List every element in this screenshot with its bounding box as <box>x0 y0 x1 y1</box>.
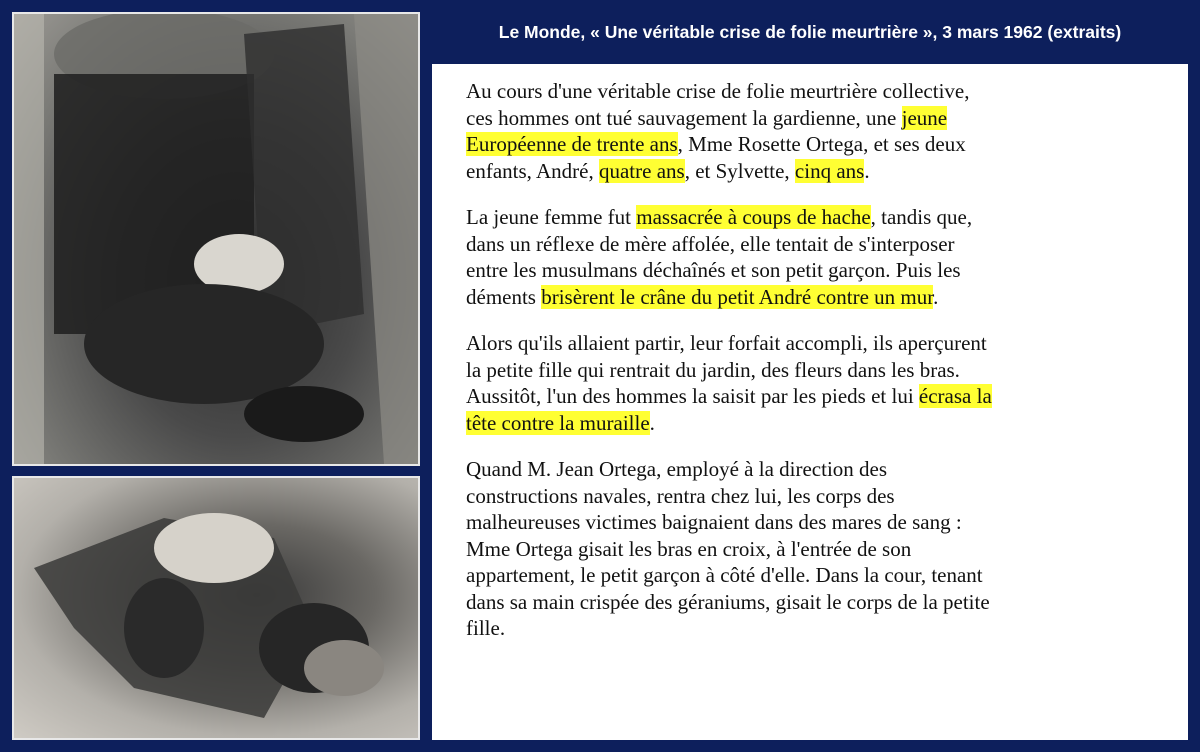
article-extract <box>432 64 1188 740</box>
photo-top-shapes <box>14 14 418 464</box>
text-segment: . <box>649 410 655 435</box>
article-caption: Le Monde, « Une véritable crise de folie meurtrière », 3 mars 1962 (extraits) <box>498 22 1122 42</box>
text-segment: malheureuses victimes baignaient dans des mares de sang : <box>466 510 962 534</box>
highlighted-text: tête contre la muraille <box>466 410 650 435</box>
text-segment: , tandis que, <box>870 205 973 229</box>
paragraph-4 <box>466 456 1168 642</box>
text-segment: ces hommes ont tué sauvagement la gardienne, une <box>466 105 902 130</box>
text-segment: . <box>933 284 939 309</box>
highlighted-text: écrasa la <box>918 384 992 408</box>
text-segment: la petite fille qui rentrait du jardin, des fleurs dans les bras. <box>466 357 960 382</box>
text-segment: appartement, le petit garçon à côté d'elle. Dans la cour, tenant <box>466 563 983 587</box>
highlighted-text: quatre ans <box>598 158 685 183</box>
text-segment: dans un réflexe de mère affolée, elle tentait de s'interposer <box>466 231 955 256</box>
text-segment: Quand M. Jean Ortega, employé à la direction des <box>466 457 888 481</box>
text-segment: , et Sylvette, <box>684 158 795 183</box>
text-segment: dans sa main crispée des géraniums, gisait le corps de la petite <box>466 589 990 614</box>
highlighted-text: massacrée à coups de hache <box>636 205 871 229</box>
text-segment: Mme Ortega gisait les bras en croix, à l'entrée de son <box>466 536 912 561</box>
text-segment: Alors qu'ils allaient partir, leur forfait accompli, ils aperçurent <box>466 331 987 355</box>
photo-bottom-shapes <box>14 478 418 738</box>
archive-photo-top <box>12 12 420 466</box>
text-segment: Aussitôt, l'un des hommes la saisit par les pieds et lui <box>466 384 919 408</box>
paragraph-1 <box>466 78 1168 184</box>
highlighted-text: jeune <box>901 105 948 130</box>
highlighted-text: cinq ans <box>794 158 865 183</box>
text-segment: . <box>864 158 870 183</box>
text-segment: La jeune femme fut <box>466 205 637 229</box>
text-segment: , Mme Rosette Ortega, et ses deux <box>677 132 966 156</box>
text-segment: constructions navales, rentra chez lui, les corps des <box>466 483 895 508</box>
text-segment: Au cours d'une véritable crise de folie meurtrière collective, <box>466 79 970 103</box>
archive-photo-bottom <box>12 476 420 740</box>
highlighted-text: Européenne de trente ans <box>466 132 678 156</box>
text-segment: fille. <box>466 616 506 640</box>
paragraph-2 <box>466 204 1168 310</box>
text-segment: entre les musulmans déchaînés et son petit garçon. Puis les <box>466 258 961 282</box>
text-segment: enfants, André, <box>466 158 599 183</box>
paragraph-3 <box>466 330 1168 436</box>
text-segment: déments <box>466 284 542 309</box>
highlighted-text: brisèrent le crâne du petit André contre un mur <box>541 284 934 309</box>
